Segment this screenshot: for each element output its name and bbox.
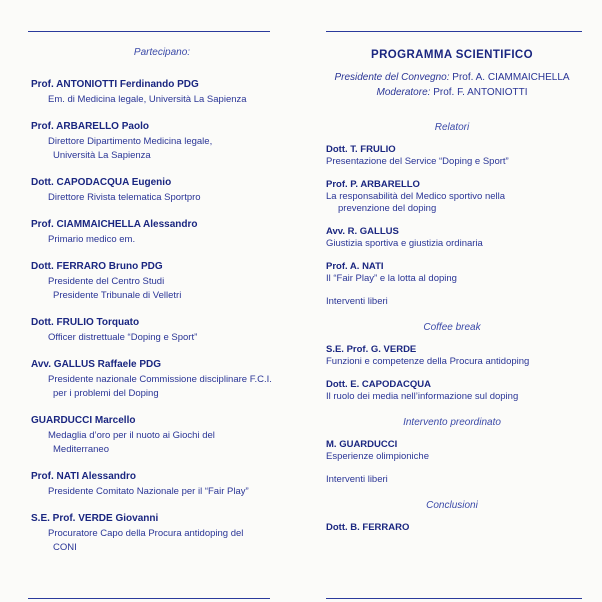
talk-title-line: Funzioni e competenze della Procura antidoping bbox=[326, 356, 530, 367]
participant-role bbox=[31, 373, 293, 401]
moderator-label: Moderatore: bbox=[376, 87, 431, 98]
participant-role bbox=[31, 275, 293, 303]
participant-role-line: per i problemi del Doping bbox=[53, 388, 159, 399]
programme-section bbox=[326, 322, 578, 403]
participant-entry bbox=[31, 470, 293, 499]
talk-title bbox=[326, 451, 578, 463]
talk-title bbox=[326, 273, 578, 285]
talk-speaker: Prof. P. ARBARELLO bbox=[326, 179, 420, 190]
participant-role-line: Direttore Dipartimento Medicina legale, bbox=[48, 136, 213, 147]
section-heading: Coffee break bbox=[423, 322, 481, 333]
talk-title bbox=[326, 391, 578, 403]
participant-name: Dott. FRULIO Torquato bbox=[31, 317, 140, 328]
talk-title-line: Presentazione del Service “Doping e Sport” bbox=[326, 156, 509, 167]
talk-entry bbox=[326, 143, 578, 168]
participant-role-line: Presidente Tribunale di Velletri bbox=[53, 290, 182, 301]
participant-role-line: Medaglia d’oro per il nuoto ai Giochi del bbox=[48, 430, 215, 441]
talk-title bbox=[326, 238, 578, 250]
section-heading: Relatori bbox=[434, 122, 470, 133]
talk-entry bbox=[326, 260, 578, 285]
participant-role bbox=[31, 429, 293, 457]
talk-entry bbox=[326, 438, 578, 463]
talk-title-line: Il ruolo dei media nell’informazione sul doping bbox=[326, 391, 519, 402]
participant-name: GUARDUCCI Marcello bbox=[31, 415, 136, 426]
talk-title bbox=[326, 156, 578, 168]
president-label: Presidente del Convegno: bbox=[334, 72, 450, 83]
participant-role-line: Direttore Rivista telematica Sportpro bbox=[48, 192, 201, 203]
participant-role-line: CONI bbox=[53, 542, 77, 553]
participant-role-line: Università La Sapienza bbox=[53, 150, 151, 161]
talk-title bbox=[326, 191, 578, 215]
talk-entry bbox=[326, 378, 578, 403]
participant-role bbox=[31, 331, 293, 345]
participant-entry bbox=[31, 316, 293, 345]
participant-role bbox=[31, 485, 293, 499]
talk-title-line: Giustizia sportiva e giustizia ordinaria bbox=[326, 238, 483, 249]
participant-role-line: Procuratore Capo della Procura antidoping del bbox=[48, 528, 244, 539]
participant-name: Dott. FERRARO Bruno PDG bbox=[31, 261, 163, 272]
participant-role-line: Presidente nazionale Commissione disciplinare F.C.I. bbox=[48, 374, 272, 385]
participant-name: Prof. CIAMMAICHELLA Alessandro bbox=[31, 219, 198, 230]
talk-speaker: Avv. R. GALLUS bbox=[326, 226, 399, 237]
participants-heading: Partecipano: bbox=[133, 47, 191, 58]
talk-speaker: S.E. Prof. G. VERDE bbox=[326, 344, 417, 355]
moderator bbox=[326, 85, 578, 100]
participant-role bbox=[31, 135, 293, 163]
participant-role-line: Officer distrettuale “Doping e Sport” bbox=[48, 332, 198, 343]
participant-entry bbox=[31, 120, 293, 163]
programme-section bbox=[326, 122, 578, 308]
talk-title-line: Esperienze olimpioniche bbox=[326, 451, 429, 462]
talk-entry bbox=[326, 521, 578, 534]
talk-title-line: prevenzione del doping bbox=[338, 203, 437, 214]
free-interventions: Interventi liberi bbox=[326, 474, 388, 485]
talk-entry bbox=[326, 178, 578, 215]
president-name: Prof. A. CIAMMAICHELLA bbox=[449, 72, 570, 83]
section-heading: Conclusioni bbox=[426, 500, 478, 511]
participant-entry bbox=[31, 512, 293, 555]
programme-title: PROGRAMMA SCIENTIFICO bbox=[371, 49, 533, 61]
participant-name: Prof. ARBARELLO Paolo bbox=[31, 121, 149, 132]
participant-name: Avv. GALLUS Raffaele PDG bbox=[31, 359, 162, 370]
bottom-rule-left bbox=[28, 598, 270, 599]
convention-president bbox=[326, 70, 578, 85]
talk-speaker: M. GUARDUCCI bbox=[326, 439, 398, 450]
participant-role-line: Presidente Comitato Nazionale per il “Fair Play” bbox=[48, 486, 249, 497]
participant-role bbox=[31, 93, 293, 107]
participant-role bbox=[31, 191, 293, 205]
top-rule-left bbox=[28, 31, 270, 32]
programme-sections bbox=[326, 122, 578, 534]
talk-title-line: Il “Fair Play” e la lotta al doping bbox=[326, 273, 457, 284]
programme-column bbox=[326, 47, 578, 548]
participant-name: Prof. NATI Alessandro bbox=[31, 471, 137, 482]
programme-section bbox=[326, 500, 578, 534]
participant-role-line: Presidente del Centro Studi bbox=[48, 276, 165, 287]
participant-role-line: Mediterraneo bbox=[53, 444, 109, 455]
participant-entry bbox=[31, 414, 293, 457]
talk-speaker: Dott. T. FRULIO bbox=[326, 144, 396, 155]
top-rule-right bbox=[326, 31, 582, 32]
participant-name: Dott. CAPODACQUA Eugenio bbox=[31, 177, 172, 188]
participant-name: Prof. ANTONIOTTI Ferdinando PDG bbox=[31, 79, 199, 90]
talk-speaker: Prof. A. NATI bbox=[326, 261, 384, 272]
participant-name: S.E. Prof. VERDE Giovanni bbox=[31, 513, 159, 524]
participant-role-line: Em. di Medicina legale, Università La Sapienza bbox=[48, 94, 247, 105]
participant-role-line: Primario medico em. bbox=[48, 234, 136, 245]
participant-entry bbox=[31, 218, 293, 247]
talk-title-line: La responsabilità del Medico sportivo nella bbox=[326, 191, 506, 202]
free-interventions: Interventi liberi bbox=[326, 296, 388, 307]
participant-entry bbox=[31, 358, 293, 401]
participant-entry bbox=[31, 176, 293, 205]
talk-title bbox=[326, 356, 578, 368]
participant-role bbox=[31, 233, 293, 247]
moderator-name: Prof. F. ANTONIOTTI bbox=[430, 87, 528, 98]
bottom-rule-right bbox=[326, 598, 582, 599]
section-heading: Intervento preordinato bbox=[403, 417, 501, 428]
participants-column bbox=[31, 47, 293, 568]
participants-list bbox=[31, 78, 293, 555]
participant-entry bbox=[31, 260, 293, 303]
talk-speaker: Dott. E. CAPODACQUA bbox=[326, 379, 432, 390]
participant-entry bbox=[31, 78, 293, 107]
programme-section bbox=[326, 417, 578, 486]
participant-role bbox=[31, 527, 293, 555]
talk-entry bbox=[326, 343, 578, 368]
talk-speaker: Dott. B. FERRARO bbox=[326, 522, 410, 533]
talk-entry bbox=[326, 225, 578, 250]
